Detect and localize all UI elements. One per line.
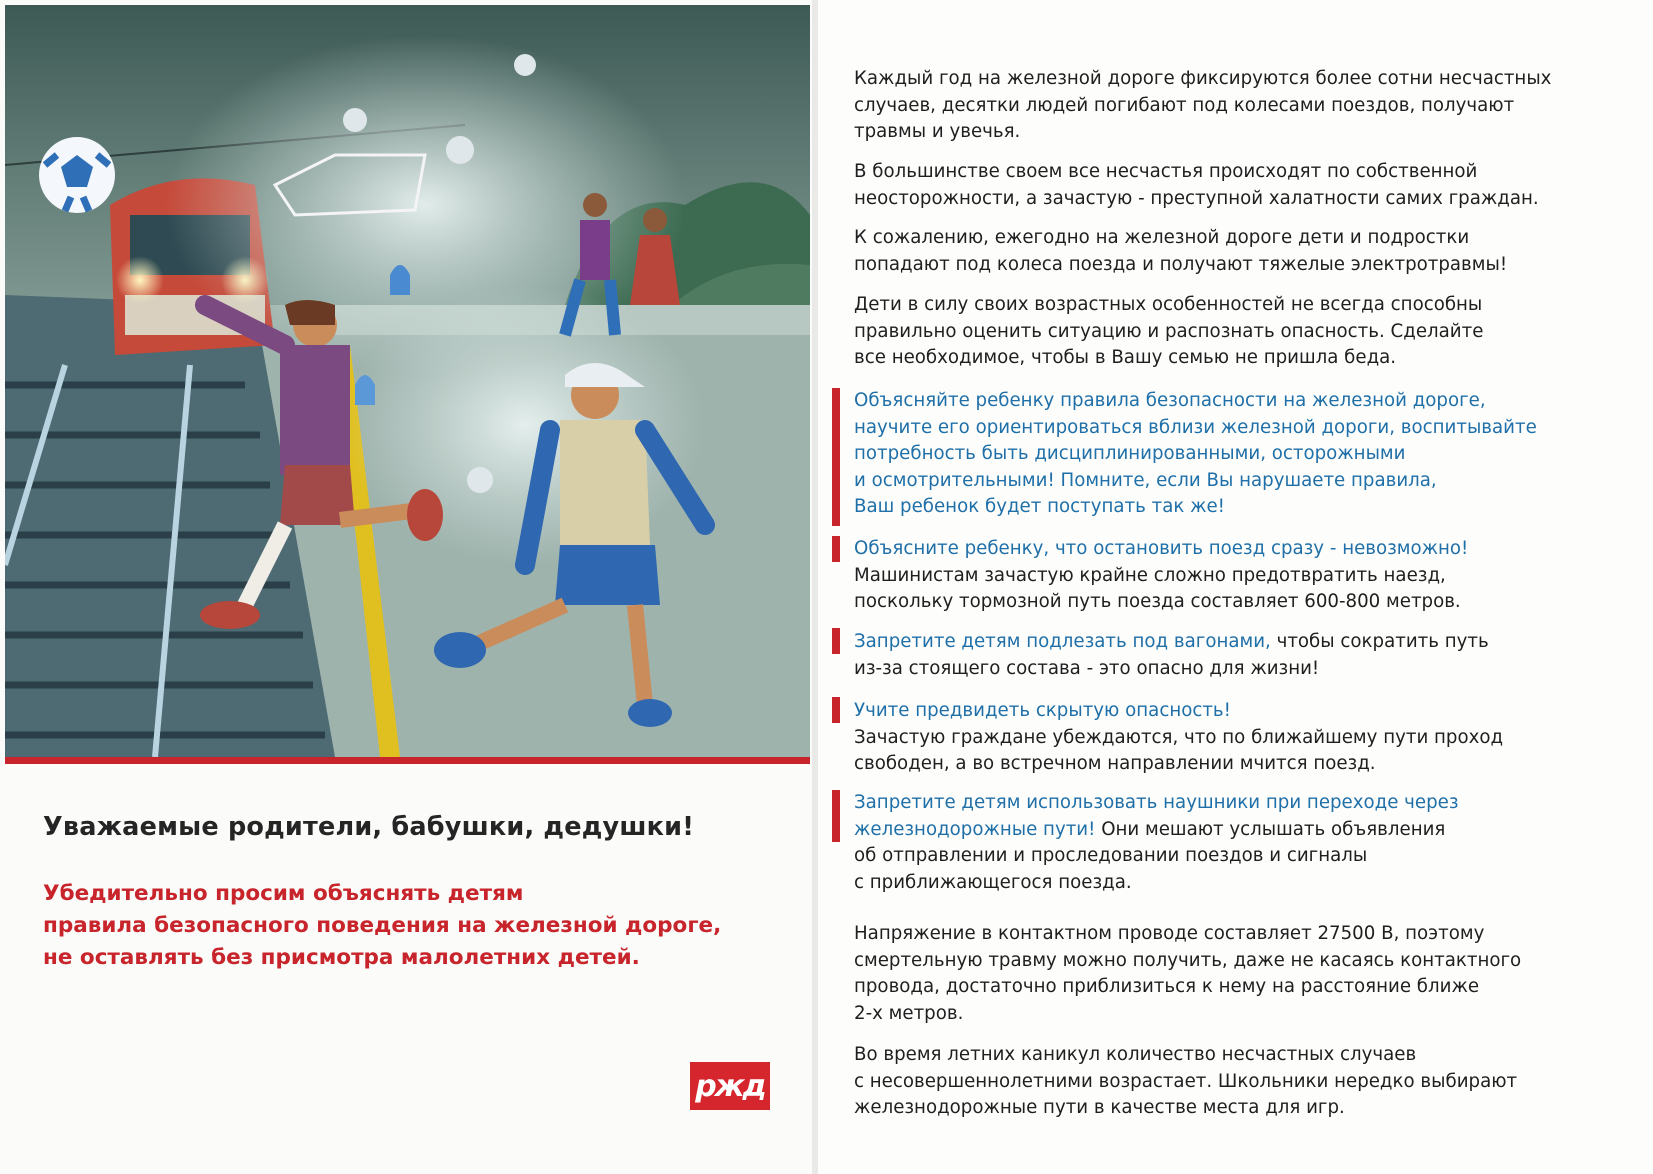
railway-safety-illustration	[5, 5, 810, 757]
text-fragment: чтобы сократить путь	[1270, 631, 1489, 652]
tip-explain-rules	[854, 388, 1644, 521]
text-line: травмы и увечья.	[854, 121, 1021, 142]
text-line: Напряжение в контактном проводе составляет 27500 В, поэтому	[854, 923, 1485, 944]
tip-heading: Запретите детям подлезать под вагонами,	[854, 631, 1271, 652]
tip-heading: Запретите детям использовать наушники при переходе через	[854, 792, 1459, 813]
paragraph-age-features	[854, 292, 1644, 372]
tip-hidden-danger	[854, 698, 1644, 778]
text-line: свободен, а во встречном направлении мчится поезд.	[854, 753, 1376, 774]
greeting-heading: Уважаемые родители, бабушки, дедушки!	[43, 812, 695, 842]
red-accent-bar	[832, 790, 840, 842]
text-line: Во время летних каникул количество несчастных случаев	[854, 1044, 1417, 1065]
text-line: неосторожности, а зачастую - преступной халатности самих граждан.	[854, 187, 1539, 209]
paragraph-summer-holidays	[854, 1042, 1644, 1122]
text-line: и осмотрительными! Помните, если Вы нарушаете правила,	[854, 469, 1437, 491]
text-line: смертельную травму можно получить, даже не касаясь контактного	[854, 949, 1522, 971]
text-line: Каждый год на железной дороге фиксируются более сотни несчастных	[854, 68, 1552, 89]
tip-under-wagons	[854, 629, 1644, 682]
illustration-artwork	[5, 5, 810, 757]
red-accent-bar	[832, 536, 840, 562]
text-line: из-за стоящего состава - это опасно для жизни!	[854, 657, 1320, 679]
text-line: случаев, десятки людей погибают под колесами поездов, получают	[854, 94, 1515, 116]
text-line: Машинистам зачастую крайне сложно предотвратить наезд,	[854, 564, 1446, 586]
text-line: В большинстве своем все несчастья происходят по собственной	[854, 161, 1478, 182]
text-line: поскольку тормозной путь поезда составляет 600-800 метров.	[854, 591, 1461, 612]
text-line: правильно оценить ситуацию и распознать опасность. Сделайте	[854, 320, 1484, 342]
rzd-logo	[690, 1062, 770, 1110]
paragraph-voltage	[854, 921, 1644, 1027]
tip-heading: железнодорожные пути!	[854, 818, 1096, 840]
text-line: Дети в силу своих возрастных особенностей не всегда способны	[854, 294, 1483, 315]
right-page	[818, 0, 1653, 1174]
paragraph-children-injuries	[854, 225, 1644, 278]
red-accent-bar	[832, 388, 840, 526]
text-line: провода, достаточно приблизиться к нему на расстояние ближе	[854, 976, 1480, 997]
red-divider	[5, 757, 810, 764]
text-line: Объясняйте ребенку правила безопасности на железной дороге,	[854, 390, 1486, 411]
request-line: Убедительно просим объяснять детям	[43, 881, 524, 906]
text-line: Зачастую граждане убеждаются, что по ближайшему пути проход	[854, 726, 1504, 748]
text-line: попадают под колеса поезда и получают тяжелые электротравмы!	[854, 253, 1508, 275]
request-text	[43, 878, 763, 974]
text-line: К сожалению, ежегодно на железной дороге дети и подростки	[854, 227, 1470, 248]
tip-heading: Объясните ребенку, что остановить поезд сразу - невозможно!	[854, 538, 1469, 559]
request-line: не оставлять без присмотра малолетних детей.	[43, 945, 640, 970]
request-line: правила безопасного поведения на железной дороге,	[43, 913, 722, 938]
paragraph-carelessness	[854, 159, 1644, 212]
rzd-logo-text: ржд	[695, 1068, 765, 1104]
text-line: с приближающегося поезда.	[854, 871, 1132, 893]
text-line: Ваш ребенок будет поступать так же!	[854, 496, 1225, 517]
text-line: 2-х метров.	[854, 1002, 964, 1024]
text-line: все необходимое, чтобы в Вашу семью не пришла беда.	[854, 347, 1397, 368]
text-line: научите его ориентироваться вблизи железной дороги, воспитывайте	[854, 416, 1537, 438]
text-line: об отправлении и проследовании поездов и сигналы	[854, 845, 1368, 866]
paragraph-accident-stats	[854, 66, 1644, 146]
tip-heading: Учите предвидеть скрытую опасность!	[854, 700, 1231, 721]
text-line: железнодорожные пути в качестве места для игр.	[854, 1097, 1345, 1118]
tip-braking-distance	[854, 536, 1644, 616]
red-accent-bar	[832, 697, 840, 723]
text-fragment: Они мешают услышать объявления	[1095, 818, 1446, 840]
left-page	[0, 0, 812, 1174]
text-line: потребность быть дисциплинированными, осторожными	[854, 443, 1406, 464]
tip-headphones	[854, 790, 1644, 896]
red-accent-bar	[832, 628, 840, 654]
text-line: с несовершеннолетними возрастает. Школьники нередко выбирают	[854, 1070, 1518, 1092]
